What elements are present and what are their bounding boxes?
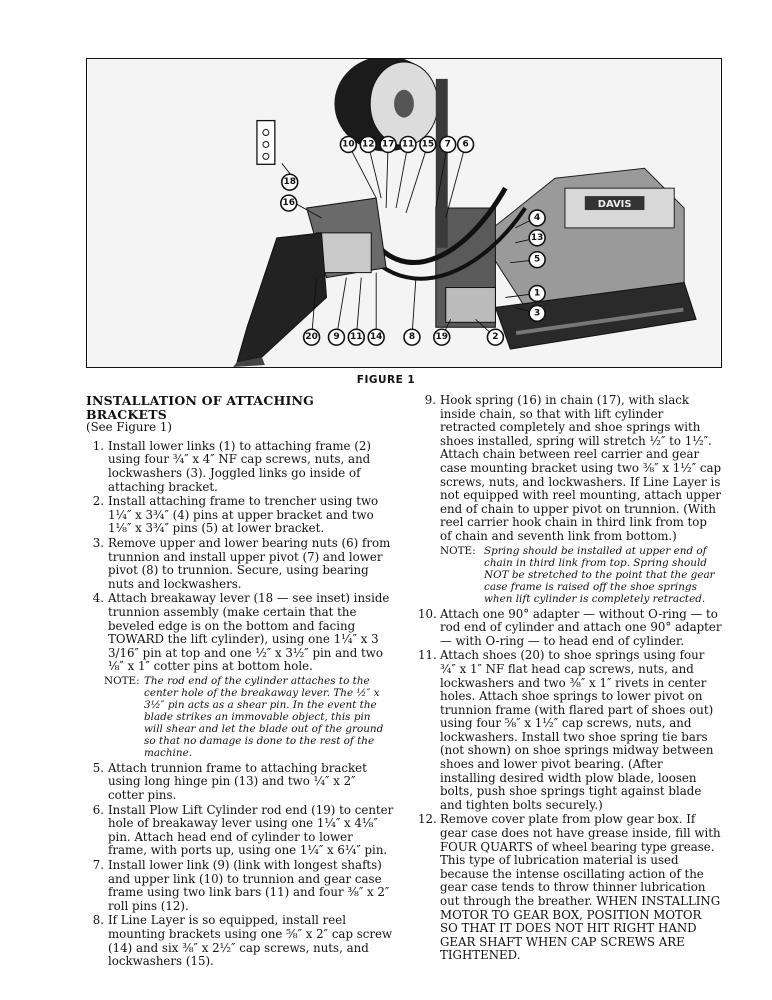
callout-11-bottom xyxy=(348,329,364,345)
note-label: NOTE: xyxy=(440,544,476,557)
callout-4 xyxy=(529,210,545,226)
note-shear-pin xyxy=(86,675,394,759)
callout-19 xyxy=(434,329,450,345)
callout-11-top xyxy=(400,136,416,152)
callout-5 xyxy=(529,252,545,268)
svg-text:17: 17 xyxy=(381,139,395,150)
step-text: Hook spring (16) in chain (17), with slack inside chain, so that with lift cylinder retracted completely and shoe springs with shoes installed, spring will stretch ½″ to 1½″. Attach chain between reel carrier and gear case mounting bracket using two ⅜″ x 1½″ cap screws, nuts, and lockwashers. If Line Layer is not equipped with reel mounting, attach upper end of chain to upper pivot on trunnion. (With reel carrier hook chain in third link from top of chain and seventh link from bottom.) xyxy=(440,393,722,543)
step-number: 8. xyxy=(92,913,104,928)
step-5 xyxy=(86,762,394,803)
step-text: If Line Layer is so equipped, install reel mounting brackets using one ⅝″ x 2″ cap screw (14) and six ⅜″ x 2½″ cap screws, nuts, and lockwashers (15). xyxy=(108,913,393,969)
step-7 xyxy=(86,859,394,913)
step-number: 6. xyxy=(92,802,104,817)
step-2 xyxy=(86,495,394,536)
svg-text:11: 11 xyxy=(350,332,363,343)
figure-caption: FIGURE 1 xyxy=(356,374,416,386)
note-text: The rod end of the cylinder attaches to the center hole of the breakaway lever. The ½″ x 3½″ pin acts as a shear pin. In the event the blade strikes an immovable object, this pin will shear and let the blade out of the ground so that no damage is done to the rest of the machine. xyxy=(144,674,384,759)
callout-14 xyxy=(368,329,384,345)
step-12 xyxy=(418,813,722,963)
left-column xyxy=(86,394,394,970)
step-8 xyxy=(86,914,394,968)
svg-text:12: 12 xyxy=(362,139,375,150)
callout-16 xyxy=(281,195,297,211)
svg-text:10: 10 xyxy=(342,139,355,150)
machine-illustration xyxy=(87,59,721,367)
step-number: 5. xyxy=(92,760,104,775)
note-text: Spring should be installed at upper end of chain in third link from top. Spring should NOT be stretched to the point that the gear case frame is raised off the shoe springs when lift cylinder is completely retracted. xyxy=(484,544,715,605)
svg-text:11: 11 xyxy=(401,139,415,150)
svg-text:6: 6 xyxy=(462,139,469,150)
right-column xyxy=(418,394,722,964)
step-10 xyxy=(418,608,722,649)
svg-text:16: 16 xyxy=(282,198,295,209)
svg-text:8: 8 xyxy=(408,332,416,343)
step-number: 1. xyxy=(92,438,104,453)
svg-text:20: 20 xyxy=(305,332,318,343)
note-spring xyxy=(418,545,722,605)
callout-2 xyxy=(487,329,503,345)
callout-8 xyxy=(404,329,420,345)
step-6 xyxy=(86,804,394,858)
callout-18 xyxy=(282,174,298,190)
svg-text:19: 19 xyxy=(435,332,448,343)
step-number: 4. xyxy=(92,591,104,606)
callout-9 xyxy=(328,329,344,345)
svg-text:14: 14 xyxy=(369,332,383,343)
step-3 xyxy=(86,537,394,591)
callout-20 xyxy=(304,329,320,345)
step-number: 9. xyxy=(424,393,436,407)
section-heading: INSTALLATION OF ATTACHING BRACKETS xyxy=(86,393,315,422)
step-number: 11. xyxy=(418,648,437,663)
svg-text:15: 15 xyxy=(421,139,435,150)
step-number: 3. xyxy=(92,535,104,550)
step-text: Attach breakaway lever (18 — see inset) inside trunnion assembly (make certain that the beveled edge is on the bottom and facing TOWARD the lift cylinder), using one 1¼″ x 3 3/16″ pin at top and one ½″ x 3½″ pin and two ⅛″ x 1″ cotter pins at bottom hole. xyxy=(108,591,390,674)
step-text: Attach trunnion frame to attaching bracket using long hinge pin (13) and two ¼″ x 2″ cotter pins. xyxy=(108,760,367,803)
davis-badge-text: DAVIS xyxy=(597,199,632,211)
section-subheading: (See Figure 1) xyxy=(86,420,172,435)
step-number: 12. xyxy=(418,812,437,827)
callout-13 xyxy=(529,230,545,246)
svg-text:7: 7 xyxy=(444,139,451,150)
step-text: Install attaching frame to trencher using two 1¼″ x 3¾″ (4) pins at upper bracket and two 1⅛″ x 3¾″ pins (5) at lower bracket. xyxy=(108,494,379,536)
figure-1-photo xyxy=(86,58,722,368)
step-text: Attach shoes (20) to shoe springs using four ¾″ x 1″ NF flat head cap screws, nuts, and lockwashers and two ⅜″ x 1″ rivets in center holes. Attach shoe springs to lower pivot on trunnion frame (with flared part of shoes out) using four ⅝″ x 1½″ cap screws, nuts, and lockwashers. Install two shoe spring tie bars (not shown) on shoe springs midway between shoes and lower pivot bearing. (After installing desired width plow blade, loosen bolts, push shoe springs tight against blade and tighten bolts securely.) xyxy=(440,648,714,812)
svg-text:1: 1 xyxy=(534,288,541,299)
svg-text:3: 3 xyxy=(534,308,541,319)
step-text: Remove cover plate from plow gear box. If gear case does not have grease inside, fill with FOUR QUARTS of wheel bearing type grease. This type of lubrication material is used because the intense oscillating action of the gear case tends to throw thinner lubrication out through the breather. WHEN INSTALLING MOTOR TO GEAR BOX, POSITION MOTOR SO THAT IT DOES NOT HIT RIGHT HAND GEAR SHAFT WHEN CAP SCREWS ARE TIGHTENED. xyxy=(440,812,721,963)
svg-text:9: 9 xyxy=(333,332,340,343)
step-text: Install lower link (9) (link with longest shafts) and upper link (10) to trunnion and gear case frame using two link bars (11) and four ⅜″ x 2″ roll pins (12). xyxy=(108,858,390,913)
step-number: 10. xyxy=(418,606,437,621)
callout-7 xyxy=(440,136,456,152)
svg-text:2: 2 xyxy=(492,332,499,343)
step-text: Install lower links (1) to attaching frame (2) using four ¾″ x 4″ NF cap screws, nuts, and lockwashers (3). Joggled links go inside of attaching bracket. xyxy=(108,438,371,494)
step-number: 7. xyxy=(92,858,104,873)
step-1 xyxy=(86,440,394,494)
svg-text:18: 18 xyxy=(283,177,296,188)
callout-15 xyxy=(420,136,436,152)
callout-3 xyxy=(529,305,545,321)
svg-text:5: 5 xyxy=(534,254,541,265)
step-9 xyxy=(418,394,722,544)
step-11 xyxy=(418,649,722,812)
step-number: 2. xyxy=(92,494,104,509)
callout-17 xyxy=(380,136,396,152)
callout-6 xyxy=(458,136,474,152)
callout-1 xyxy=(529,286,545,302)
callout-12 xyxy=(360,136,376,152)
step-text: Remove upper and lower bearing nuts (6) from trunnion and install upper pivot (7) and lower pivot (8) to trunnion. Secure, using bearing nuts and lockwashers. xyxy=(108,535,391,591)
callout-10 xyxy=(340,136,356,152)
note-label: NOTE: xyxy=(104,674,140,687)
step-4 xyxy=(86,592,394,674)
step-text: Attach one 90° adapter — without O-ring — to rod end of cylinder and attach one 90° adapter — with O-ring — to head end of cylinder. xyxy=(440,606,722,648)
step-text: Install Plow Lift Cylinder rod end (19) to center hole of breakaway lever using one 1¼″ x 4⅛″ pin. Attach head end of cylinder to lower frame, with ports up, using one 1¼″ x 6¼″ pin. xyxy=(108,802,394,858)
svg-text:4: 4 xyxy=(534,212,541,223)
svg-text:13: 13 xyxy=(530,232,544,243)
